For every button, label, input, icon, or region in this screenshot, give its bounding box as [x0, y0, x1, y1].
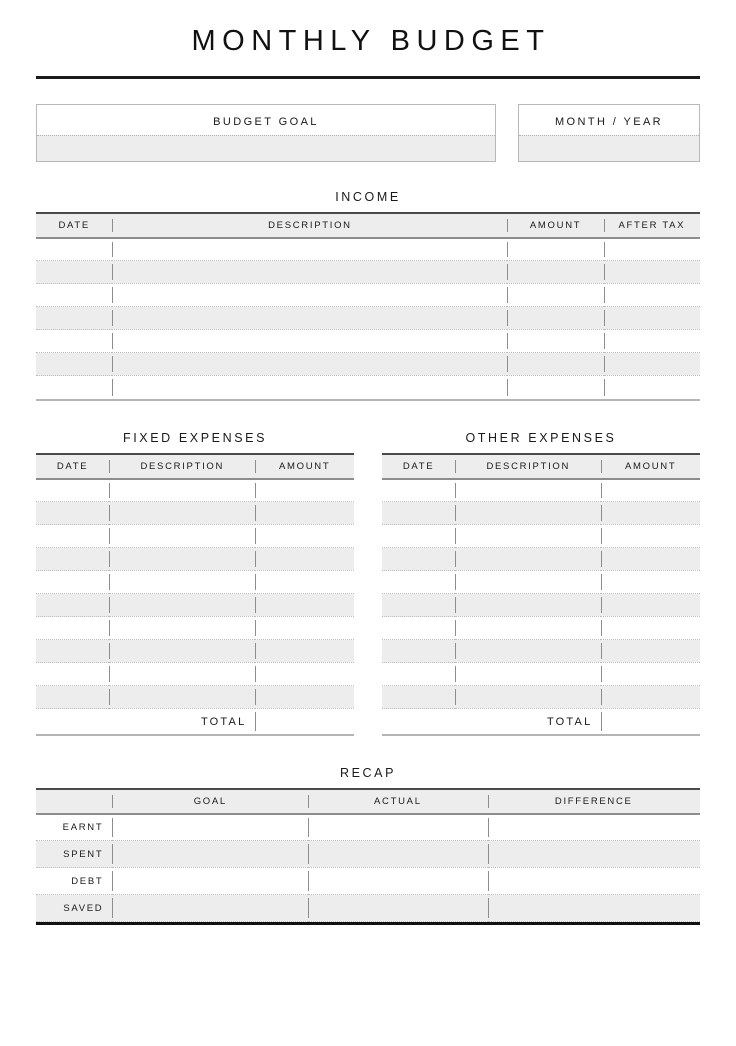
- income-row-description[interactable]: [112, 353, 507, 376]
- other-expense-row-date[interactable]: [382, 640, 455, 663]
- fixed-expense-row-description[interactable]: [109, 525, 255, 548]
- title-block: [36, 0, 700, 79]
- other-total-row: [382, 709, 700, 734]
- fixed-expense-row: [36, 479, 354, 502]
- budget-goal-label: BUDGET GOAL: [37, 105, 495, 135]
- other-expense-row: [382, 663, 700, 686]
- income-col-after-tax: AFTER TAX: [604, 213, 700, 238]
- recap-cell-difference[interactable]: [488, 841, 701, 868]
- month-year-box[interactable]: [518, 104, 700, 162]
- fixed-expense-row-description[interactable]: [109, 686, 255, 709]
- fixed-expense-row-date[interactable]: [36, 525, 109, 548]
- fixed-expenses-section-title: FIXED EXPENSES: [122, 430, 268, 445]
- other-expenses-table: [382, 453, 700, 734]
- other-col-date: DATE: [382, 454, 455, 479]
- income-row-after-tax[interactable]: [604, 330, 700, 353]
- budget-goal-input[interactable]: [37, 135, 495, 161]
- recap-col-actual: ACTUAL: [308, 789, 487, 814]
- recap-section: [36, 766, 700, 926]
- recap-row-label: DEBT: [71, 875, 104, 887]
- fixed-expenses-header-row: [36, 454, 354, 479]
- other-expense-row: [382, 617, 700, 640]
- fixed-expense-row-date[interactable]: [36, 571, 109, 594]
- other-expense-row-date[interactable]: [382, 594, 455, 617]
- recap-row: [36, 895, 700, 922]
- fixed-expense-row-date[interactable]: [36, 686, 109, 709]
- income-row-description[interactable]: [112, 284, 507, 307]
- fixed-expense-row: [36, 571, 354, 594]
- recap-header-row: [36, 789, 700, 814]
- recap-body: [36, 814, 700, 922]
- income-row: [36, 307, 700, 330]
- recap-row-label: SPENT: [36, 841, 112, 868]
- fixed-expense-row: [36, 525, 354, 548]
- month-year-label: MONTH / YEAR: [519, 105, 699, 135]
- other-total-value[interactable]: [601, 709, 700, 734]
- month-year-input[interactable]: [519, 135, 699, 161]
- other-total-label: TOTAL: [455, 709, 601, 734]
- income-row-date[interactable]: [36, 284, 112, 307]
- other-bottom-rule: [382, 734, 700, 736]
- fixed-expenses-table: [36, 453, 354, 734]
- recap-col-difference: DIFFERENCE: [488, 789, 701, 814]
- other-expense-row: [382, 479, 700, 502]
- fixed-col-description: DESCRIPTION: [109, 454, 255, 479]
- recap-corner-cell: [36, 789, 112, 814]
- income-col-amount: AMOUNT: [507, 213, 603, 238]
- fixed-col-date: DATE: [36, 454, 109, 479]
- other-expense-row-description[interactable]: [455, 525, 601, 548]
- recap-section-title: RECAP: [339, 765, 397, 780]
- income-row-amount[interactable]: [507, 261, 603, 284]
- other-col-amount: AMOUNT: [601, 454, 700, 479]
- income-row-date[interactable]: [36, 261, 112, 284]
- income-section: [36, 190, 700, 401]
- income-row-amount[interactable]: [507, 284, 603, 307]
- title-divider: [36, 76, 700, 79]
- income-row: [36, 261, 700, 284]
- fixed-expense-row: [36, 502, 354, 525]
- income-row-amount[interactable]: [507, 307, 603, 330]
- other-expense-row-description[interactable]: [455, 571, 601, 594]
- other-expense-row-date[interactable]: [382, 617, 455, 640]
- fixed-expense-row-date[interactable]: [36, 617, 109, 640]
- income-row: [36, 284, 700, 307]
- other-expense-row-amount[interactable]: [601, 594, 700, 617]
- other-expense-row-date[interactable]: [382, 548, 455, 571]
- other-expense-row-amount[interactable]: [601, 502, 700, 525]
- other-expense-row-description[interactable]: [455, 663, 601, 686]
- income-row-date[interactable]: [36, 353, 112, 376]
- fixed-expense-row-description[interactable]: [109, 479, 255, 502]
- other-expense-row-description[interactable]: [455, 594, 601, 617]
- other-expense-row-amount[interactable]: [601, 686, 700, 709]
- income-row-description[interactable]: [112, 307, 507, 330]
- other-expense-row-description[interactable]: [455, 502, 601, 525]
- fixed-total-row: [36, 709, 354, 734]
- income-row-amount[interactable]: [507, 376, 603, 399]
- other-expense-row: [382, 571, 700, 594]
- other-expense-row-description[interactable]: [455, 686, 601, 709]
- fixed-expense-row-amount[interactable]: [255, 663, 354, 686]
- recap-col-goal: GOAL: [112, 789, 308, 814]
- income-header-row: [36, 213, 700, 238]
- income-row: [36, 238, 700, 261]
- recap-cell-goal[interactable]: [112, 814, 308, 841]
- income-row-after-tax[interactable]: [604, 284, 700, 307]
- fixed-expense-row-description[interactable]: [109, 617, 255, 640]
- other-expenses-body: [382, 479, 700, 709]
- fixed-expense-row-date[interactable]: [36, 594, 109, 617]
- income-row: [36, 330, 700, 353]
- recap-row-label: EARNT: [62, 822, 104, 834]
- recap-bottom-rule: [36, 922, 700, 925]
- other-total-spacer: [382, 709, 455, 734]
- recap-cell-actual[interactable]: [308, 814, 487, 841]
- income-row-amount[interactable]: [507, 330, 603, 353]
- other-expense-row-description[interactable]: [455, 617, 601, 640]
- fixed-expense-row-description[interactable]: [109, 502, 255, 525]
- income-row-amount[interactable]: [507, 353, 603, 376]
- recap-cell-goal[interactable]: [112, 895, 308, 922]
- other-expenses-section-title: OTHER EXPENSES: [465, 430, 617, 445]
- fixed-expense-row-amount[interactable]: [255, 686, 354, 709]
- other-expense-row-date[interactable]: [382, 663, 455, 686]
- other-expense-row-amount[interactable]: [601, 617, 700, 640]
- other-expense-row: [382, 640, 700, 663]
- other-expense-row-date[interactable]: [382, 502, 455, 525]
- fixed-expense-row-description[interactable]: [109, 594, 255, 617]
- other-expense-row-amount[interactable]: [601, 479, 700, 502]
- fixed-expense-row-date[interactable]: [36, 663, 109, 686]
- other-expense-row-date[interactable]: [382, 479, 455, 502]
- income-row-description[interactable]: [112, 261, 507, 284]
- page-title: MONTHLY BUDGET: [191, 25, 551, 57]
- fixed-expense-row: [36, 640, 354, 663]
- recap-cell-actual[interactable]: [308, 868, 487, 895]
- fixed-total-value[interactable]: [255, 709, 354, 734]
- other-expense-row-date[interactable]: [382, 686, 455, 709]
- fixed-expense-row-amount[interactable]: [255, 571, 354, 594]
- income-table: [36, 212, 700, 399]
- other-expense-row: [382, 594, 700, 617]
- recap-row: [36, 814, 700, 841]
- other-expenses-header-row: [382, 454, 700, 479]
- fixed-expense-row: [36, 663, 354, 686]
- fixed-bottom-rule: [36, 734, 354, 736]
- expenses-row: [36, 431, 700, 736]
- other-expense-row: [382, 525, 700, 548]
- recap-cell-actual[interactable]: [308, 895, 487, 922]
- fixed-expense-row-date[interactable]: [36, 640, 109, 663]
- income-row-description[interactable]: [112, 238, 507, 261]
- income-row-amount[interactable]: [507, 238, 603, 261]
- fixed-expense-row: [36, 686, 354, 709]
- fixed-expense-row-description[interactable]: [109, 663, 255, 686]
- fixed-expense-row-description[interactable]: [109, 640, 255, 663]
- income-row-date[interactable]: [36, 307, 112, 330]
- other-expense-row: [382, 548, 700, 571]
- fixed-expense-row-amount[interactable]: [255, 502, 354, 525]
- recap-cell-actual[interactable]: [308, 841, 487, 868]
- income-row-after-tax[interactable]: [604, 261, 700, 284]
- fixed-expenses-body: [36, 479, 354, 709]
- income-row-description[interactable]: [112, 330, 507, 353]
- income-row: [36, 353, 700, 376]
- fixed-total-spacer: [36, 709, 109, 734]
- other-expense-row-date[interactable]: [382, 525, 455, 548]
- fixed-expense-row: [36, 617, 354, 640]
- fixed-expense-row-amount[interactable]: [255, 479, 354, 502]
- income-row-date[interactable]: [36, 330, 112, 353]
- fixed-expense-row-amount[interactable]: [255, 640, 354, 663]
- income-row-after-tax[interactable]: [604, 238, 700, 261]
- income-row-after-tax[interactable]: [604, 307, 700, 330]
- other-expense-row-amount[interactable]: [601, 640, 700, 663]
- other-expense-row: [382, 502, 700, 525]
- other-expense-row: [382, 686, 700, 709]
- other-expense-row-description[interactable]: [455, 548, 601, 571]
- other-expense-row-description[interactable]: [455, 640, 601, 663]
- income-row-date[interactable]: [36, 376, 112, 399]
- recap-row: [36, 868, 700, 895]
- income-row-after-tax[interactable]: [604, 353, 700, 376]
- other-expense-row-description[interactable]: [455, 479, 601, 502]
- budget-goal-box[interactable]: [36, 104, 496, 162]
- recap-cell-difference[interactable]: [488, 868, 701, 895]
- other-expense-row-amount[interactable]: [601, 525, 700, 548]
- recap-row-label: SAVED: [36, 895, 112, 922]
- other-expense-row-date[interactable]: [382, 571, 455, 594]
- recap-cell-goal[interactable]: [112, 868, 308, 895]
- income-body: [36, 238, 700, 399]
- fixed-expense-row-amount[interactable]: [255, 617, 354, 640]
- recap-table: [36, 788, 700, 923]
- fixed-expense-row: [36, 548, 354, 571]
- top-field-row: [36, 104, 700, 162]
- fixed-total-label: TOTAL: [109, 709, 255, 734]
- income-row-after-tax[interactable]: [604, 376, 700, 399]
- fixed-expense-row-date[interactable]: [36, 502, 109, 525]
- other-expense-row-amount[interactable]: [601, 571, 700, 594]
- fixed-expense-row-description[interactable]: [109, 548, 255, 571]
- fixed-expense-row-date[interactable]: [36, 479, 109, 502]
- fixed-expense-row-description[interactable]: [109, 571, 255, 594]
- recap-cell-goal[interactable]: [112, 841, 308, 868]
- recap-row: [36, 841, 700, 868]
- other-expense-row-amount[interactable]: [601, 548, 700, 571]
- recap-cell-difference[interactable]: [488, 895, 701, 922]
- other-col-description: DESCRIPTION: [455, 454, 601, 479]
- income-bottom-rule: [36, 399, 700, 401]
- income-col-description: DESCRIPTION: [112, 213, 507, 238]
- fixed-expense-row: [36, 594, 354, 617]
- income-col-date: DATE: [36, 213, 112, 238]
- income-section-title: INCOME: [335, 189, 401, 204]
- fixed-expenses-section: [36, 431, 354, 736]
- fixed-expense-row-amount[interactable]: [255, 548, 354, 571]
- income-row-description[interactable]: [112, 376, 507, 399]
- other-expenses-section: [382, 431, 700, 736]
- recap-cell-difference[interactable]: [488, 814, 701, 841]
- income-row-date[interactable]: [36, 238, 112, 261]
- other-expense-row-amount[interactable]: [601, 663, 700, 686]
- fixed-col-amount: AMOUNT: [255, 454, 354, 479]
- fixed-expense-row-amount[interactable]: [255, 594, 354, 617]
- fixed-expense-row-amount[interactable]: [255, 525, 354, 548]
- fixed-expense-row-date[interactable]: [36, 548, 109, 571]
- income-row: [36, 376, 700, 399]
